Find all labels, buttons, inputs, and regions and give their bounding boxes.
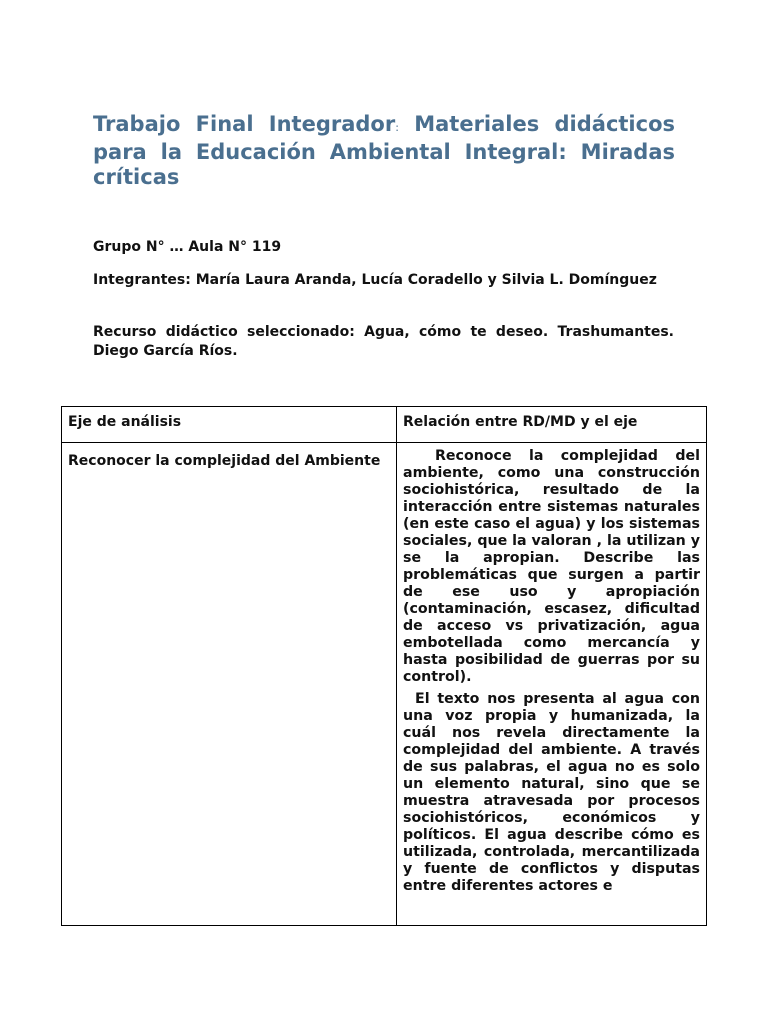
header-relation: Relación entre RD/MD y el eje	[397, 407, 707, 443]
title-rest: Materiales didácticos para la Educación Ambiental Integral: Miradas críticas	[93, 112, 675, 189]
document-title	[93, 112, 675, 190]
members-line: Integrantes: María Laura Aranda, Lucía Coradello y Silvia L. Domínguez	[93, 272, 657, 288]
group-line: Grupo N° … Aula N° 119	[93, 239, 282, 255]
relation-paragraph-1: Reconoce la complejidad del ambiente, como una construcción sociohistórica, resultado de la interacción entre sistemas naturales (en este caso el agua) y los sistemas sociales, que la valoran , la utilizan y se la apropian. Describe las problemáticas que surgen a partir de ese uso y apropiación (contaminación, escasez, dificultad de acceso vs privatización, agua embotellada como mercancía y hasta posibilidad de guerras por su control).	[403, 448, 700, 685]
relation-paragraph-2: El texto nos presenta al agua con una voz propia y humanizada, la cuál nos revela directamente la complejidad del ambiente. A través de sus palabras, el agua no es solo un elemento natural, sino que se muestra atravesada por procesos sociohistóricos, económicos y políticos. El agua describe cómo es utilizada, controlada, mercantilizada y fuente de conflictos y disputas entre diferentes actores e	[403, 691, 700, 894]
header-axis: Eje de análisis	[62, 407, 397, 443]
table-header-row	[62, 407, 707, 443]
table-row	[62, 443, 707, 926]
axis-text: Reconocer la complejidad del Ambiente	[68, 453, 381, 469]
relation-cell	[397, 443, 707, 926]
title-colon: :	[395, 121, 399, 134]
resource-line: Recurso didáctico seleccionado: Agua, cómo te deseo. Trashumantes. Diego García Ríos.	[93, 324, 674, 359]
analysis-table	[61, 406, 707, 926]
axis-cell	[62, 443, 397, 926]
title-main: Trabajo Final Integrador	[93, 112, 396, 136]
